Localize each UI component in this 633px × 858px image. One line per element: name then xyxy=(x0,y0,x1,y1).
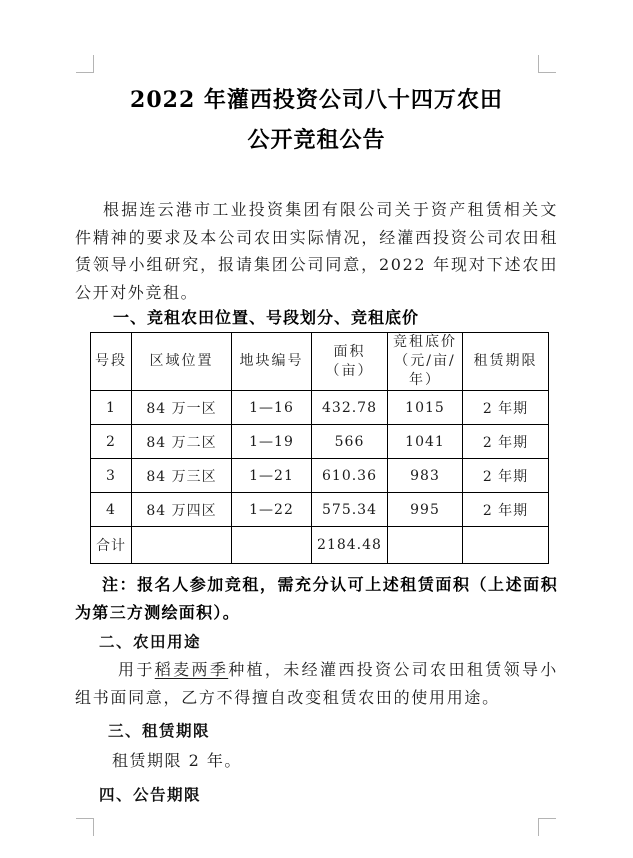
document-title-line2: 公开竞租公告 xyxy=(247,127,386,153)
cell-lease-term: 2 年期 xyxy=(463,459,549,493)
section1-heading: 一、竞租农田位置、号段划分、竞租底价 xyxy=(113,308,420,327)
document-content xyxy=(75,80,558,808)
section2-heading: 二、农田用途 xyxy=(99,633,202,651)
header-base-price xyxy=(388,333,463,391)
cell-area: 84 万二区 xyxy=(132,425,232,459)
text-boundary-mark-bottom-left xyxy=(76,818,94,836)
section2-underlined-text: 稻麦两季 xyxy=(154,660,229,679)
cell-acreage: 566 xyxy=(312,425,388,459)
table-row xyxy=(91,493,549,527)
cell-empty xyxy=(388,527,463,564)
header-acreage: 面积（亩） xyxy=(312,333,388,391)
section2-text-suffix: 种植，未经灌西投资公司农田租赁领导小组书面同意，乙方不得擅自改变租赁农田的使用用途。 xyxy=(75,660,559,707)
text-boundary-mark-top-right xyxy=(538,55,556,73)
cell-acreage: 610.36 xyxy=(312,459,388,493)
cell-segment: 3 xyxy=(91,459,132,493)
section4-heading: 四、公告期限 xyxy=(99,785,202,804)
text-boundary-mark-top-left xyxy=(76,55,94,73)
header-segment: 号段 xyxy=(91,333,132,391)
table-row xyxy=(91,425,549,459)
cell-total-label: 合计 xyxy=(91,527,132,564)
cell-base-price: 1041 xyxy=(388,425,463,459)
cell-area: 84 万四区 xyxy=(132,493,232,527)
cell-lease-term: 2 年期 xyxy=(463,493,549,527)
table-total-row xyxy=(91,527,549,564)
cell-empty xyxy=(132,527,232,564)
cell-empty xyxy=(232,527,312,564)
header-area: 区域位置 xyxy=(132,333,232,391)
section2-text-prefix: 用于 xyxy=(118,660,155,679)
cell-parcel-no: 1—21 xyxy=(232,459,312,493)
cell-segment: 1 xyxy=(91,391,132,425)
table-note: 注：报名人参加竞租，需充分认可上述租赁面积（上述面积为第三方测绘面积）。 xyxy=(75,575,558,622)
cell-segment: 4 xyxy=(91,493,132,527)
cell-acreage: 432.78 xyxy=(312,391,388,425)
cell-base-price: 995 xyxy=(388,493,463,527)
cell-total-acreage: 2184.48 xyxy=(312,527,388,564)
section3-heading: 三、租赁期限 xyxy=(108,722,211,740)
rent-parcels-table xyxy=(90,332,549,564)
cell-parcel-no: 1—16 xyxy=(232,391,312,425)
header-base-price-line2: （元/亩/年） xyxy=(394,353,456,388)
cell-lease-term: 2 年期 xyxy=(463,425,549,459)
cell-acreage: 575.34 xyxy=(312,493,388,527)
section2-paragraph xyxy=(75,656,558,711)
table-row xyxy=(91,391,549,425)
header-parcel-no: 地块编号 xyxy=(232,333,312,391)
cell-parcel-no: 1—19 xyxy=(232,425,312,459)
cell-parcel-no: 1—22 xyxy=(232,493,312,527)
document-title xyxy=(75,80,558,160)
cell-empty xyxy=(463,527,549,564)
table-row xyxy=(91,459,549,493)
cell-lease-term: 2 年期 xyxy=(463,391,549,425)
intro-paragraph: 根据连云港市工业投资集团有限公司关于资产租赁相关文件精神的要求及本公司农田实际情况，经灌西投资公司农田租赁领导小组研究，报请集团公司同意，2022 年现对下述农田公开对外竞租。 xyxy=(75,200,558,302)
text-boundary-mark-bottom-right xyxy=(538,818,556,836)
document-title-line1: 2022 年灌西投资公司八十四万农田 xyxy=(130,87,503,113)
table-header-row xyxy=(91,333,549,391)
header-base-price-line1: 竞租底价 xyxy=(393,334,457,350)
cell-segment: 2 xyxy=(91,425,132,459)
cell-base-price: 1015 xyxy=(388,391,463,425)
header-lease-term: 租赁期限 xyxy=(463,333,549,391)
cell-area: 84 万一区 xyxy=(132,391,232,425)
cell-area: 84 万三区 xyxy=(132,459,232,493)
section3-paragraph: 租赁期限 2 年。 xyxy=(112,751,242,770)
cell-base-price: 983 xyxy=(388,459,463,493)
